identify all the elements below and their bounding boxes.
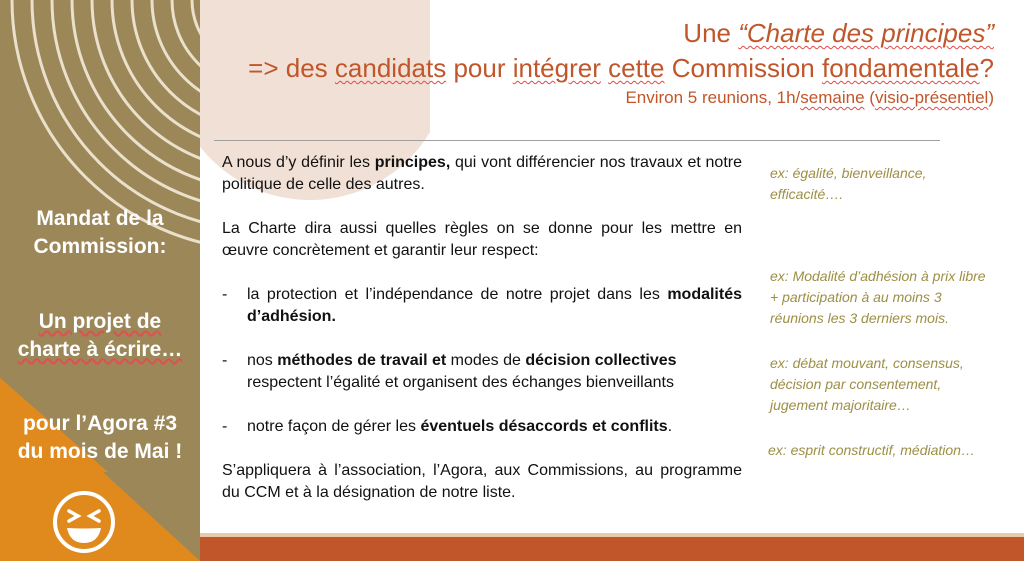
agora-text-line1: pour l’Agora #3 bbox=[22, 412, 178, 435]
slide-title bbox=[248, 16, 994, 110]
project-text-line2: charte à écrire… bbox=[17, 338, 183, 361]
bullet-methods: - nos méthodes de travail et modes de décision collectives respectent l’égalité et organisent des échanges bienveillants bbox=[222, 352, 677, 391]
body-content bbox=[222, 152, 742, 504]
paragraph-rules: La Charte dira aussi quelles règles on se donne pour les mettre en œuvre concrètement et garantir leur respect: bbox=[222, 220, 742, 259]
bullet-conflicts: - notre façon de gérer les éventuels désaccords et conflits. bbox=[222, 418, 673, 435]
example-conflicts: ex: esprit constructif, médiation… bbox=[768, 442, 975, 458]
bullet-membership: - la protection et l’indépendance de notre projet dans les modalités d’adhésion. bbox=[222, 286, 742, 325]
laughing-face-icon bbox=[51, 489, 117, 555]
title-line-2: => des candidats pour intégrer cette Commission fondamentale? bbox=[248, 53, 994, 83]
paragraph-principles: A nous d’y définir les principes, qui vont différencier nos travaux et notre politique de celle des autres. bbox=[222, 154, 742, 193]
mandate-heading-line2: Commission: bbox=[33, 235, 167, 258]
example-principles: ex: égalité, bienveillance, efficacité…. bbox=[770, 165, 927, 202]
project-text-line1: Un projet de bbox=[38, 310, 162, 333]
paragraph-scope: S’appliquera à l’association, l’Agora, aux Commissions, au programme du CCM et à la désignation de notre liste. bbox=[222, 462, 742, 501]
decorative-arcs bbox=[0, 0, 200, 561]
agora-text-line2: du mois de Mai ! bbox=[17, 440, 183, 463]
example-membership: ex: Modalité d’adhésion à prix libre + participation à au moins 3 réunions les 3 derniers mois. bbox=[770, 268, 986, 326]
footer-bar bbox=[200, 537, 1024, 561]
mandate-heading bbox=[0, 205, 200, 261]
divider bbox=[214, 140, 940, 141]
agora-text bbox=[0, 410, 200, 466]
example-decisions: ex: débat mouvant, consensus, décision par consentement, jugement majoritaire… bbox=[770, 355, 964, 413]
project-text bbox=[0, 308, 200, 364]
mandate-heading-line1: Mandat de la bbox=[36, 207, 164, 230]
sidebar-panel bbox=[0, 0, 200, 561]
title-line-1: Une “Charte des principes” bbox=[683, 18, 994, 48]
title-subtitle: Environ 5 reunions, 1h/semaine (visio-présentiel) bbox=[625, 88, 994, 107]
